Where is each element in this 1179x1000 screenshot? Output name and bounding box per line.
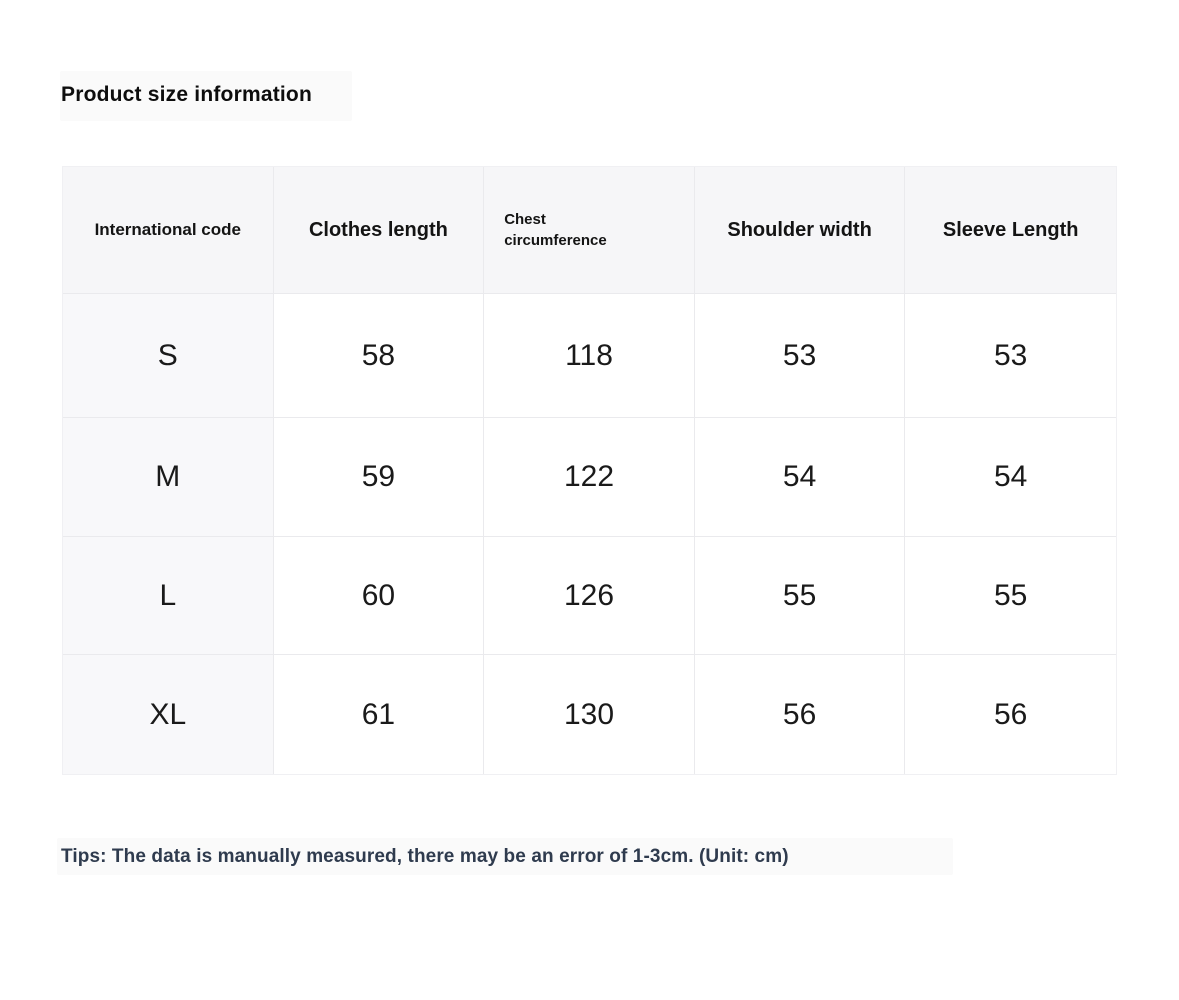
clothes-length-cell: 59 [274,418,485,537]
chest-circumference-cell: 130 [484,655,695,774]
column-header-shoulder-width: Shoulder width [695,167,906,294]
clothes-length-cell: 61 [274,655,485,774]
shoulder-width-cell: 53 [695,294,906,418]
chest-circumference-cell: 118 [484,294,695,418]
clothes-length-cell: 60 [274,537,485,655]
column-header-sleeve-length: Sleeve Length [905,167,1116,294]
size-code-cell: L [63,537,274,655]
sleeve-length-cell: 55 [905,537,1116,655]
sleeve-length-cell: 54 [905,418,1116,537]
column-header-chest-circumference: Chest circumference [484,167,695,294]
chest-circumference-cell: 126 [484,537,695,655]
page-title: Product size information [61,83,312,106]
sleeve-length-cell: 56 [905,655,1116,774]
size-code-cell: S [63,294,274,418]
sleeve-length-cell: 53 [905,294,1116,418]
shoulder-width-cell: 56 [695,655,906,774]
size-code-cell: M [63,418,274,537]
clothes-length-cell: 58 [274,294,485,418]
column-header-international-code: International code [63,167,274,294]
size-table [62,166,1117,775]
chest-circumference-cell: 122 [484,418,695,537]
shoulder-width-cell: 54 [695,418,906,537]
shoulder-width-cell: 55 [695,537,906,655]
tips-note: Tips: The data is manually measured, there may be an error of 1-3cm. (Unit: cm) [61,846,789,867]
size-code-cell: XL [63,655,274,774]
column-header-clothes-length: Clothes length [274,167,485,294]
